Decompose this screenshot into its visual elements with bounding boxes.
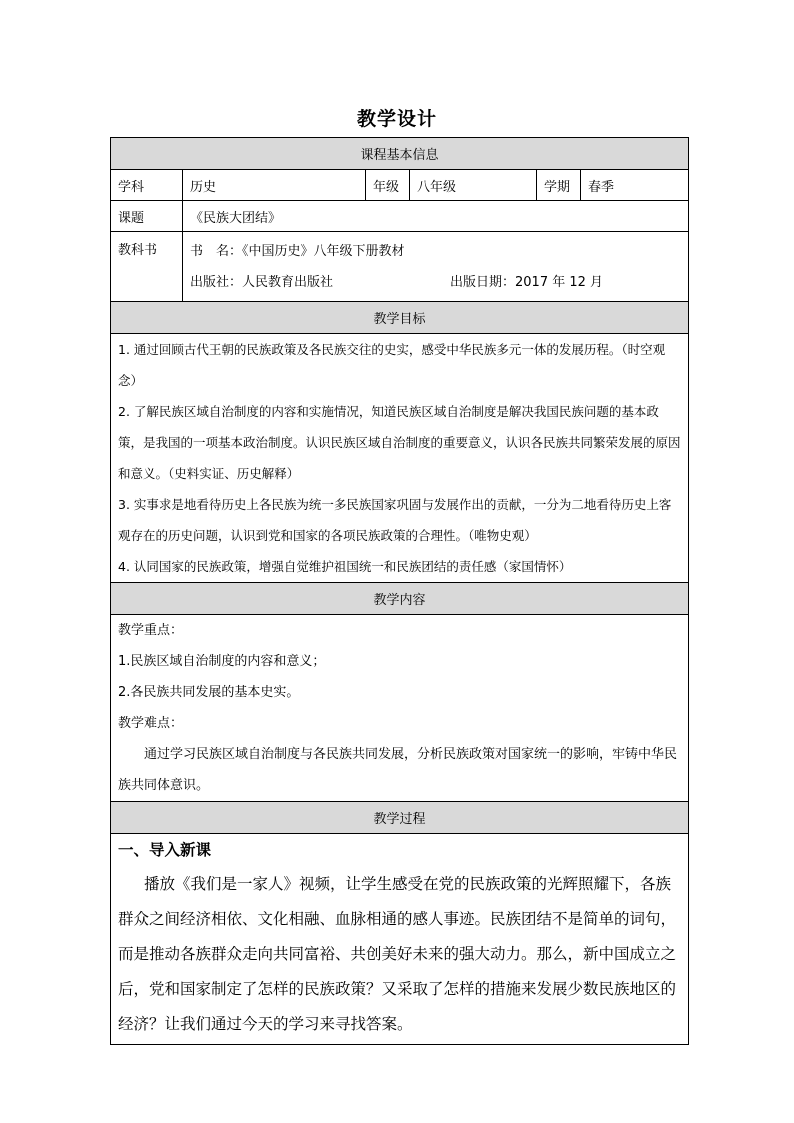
textbook-label: 教科书 [111,232,183,302]
process-heading: 一、导入新课 [118,841,212,859]
key-points-label: 教学重点： [118,623,184,638]
section-basic-info: 课程基本信息 [111,138,689,170]
publisher-row [190,267,681,298]
process-text: 播放《我们是一家人》视频，让学生感受在党的民族政策的光辉照耀下，各族群众之间经济相依、文化相融、血脉相通的感人事迹。民族团结不是简单的词句，而是推动各族群众走向共同富裕、共创美好未来的强大动力。那么，新中国成立之后，党和国家制定了怎样的民族政策？又采取了怎样的措施来发展少数民族地区的经济？让我们通过今天的学习来寻找答案。 [118,875,677,1033]
subject-value: 历史 [183,170,366,201]
key-point-1: 1.民族区域自治制度的内容和意义； [118,654,326,669]
section-process: 教学过程 [111,802,689,834]
subject-label: 学科 [111,170,183,201]
topic-value: 《民族大团结》 [183,201,689,232]
document-title: 教学设计 [356,108,437,130]
section-content: 教学内容 [111,583,689,615]
lesson-plan-table [110,137,689,1045]
key-point-2: 2.各民族共同发展的基本史实。 [118,685,300,700]
difficulty-text: 通过学习民族区域自治制度与各民族共同发展，分析民族政策对国家统一的影响，牢铸中华民族共同体意识。 [118,747,678,793]
book-name-line: 书 名：《中国历史》八年级下册教材 [190,243,405,259]
objective-1: 1. 通过回顾古代王朝的民族政策及各民族交往的史实，感受中华民族多元一体的发展历程。（时空观念） [118,342,666,388]
objective-2: 2. 了解民族区域自治制度的内容和实施情况，知道民族区域自治制度是解决我国民族问题的基本政策，是我国的一项基本政治制度。认识民族区域自治制度的重要意义，认识各民族共同繁荣发展的原因和意义。（史料实证、历史解释） [118,404,681,481]
objective-4: 4. 认同国家的民族政策，增强自觉维护祖国统一和民族团结的责任感（家国情怀） [118,559,572,574]
process-cell [111,834,689,1045]
section-objectives: 教学目标 [111,302,689,334]
term-value: 春季 [581,170,689,201]
objectives-cell [111,334,689,583]
content-cell [111,615,689,802]
publish-date-line: 出版日期：2017 年 12 月 [450,274,604,290]
topic-label: 课题 [111,201,183,232]
term-label: 学期 [537,170,581,201]
difficulty-label: 教学难点： [118,716,184,731]
textbook-info [183,232,689,302]
publisher-line: 出版社：人民教育出版社 [190,274,334,290]
grade-value: 八年级 [410,170,537,201]
objective-3: 3. 实事求是地看待历史上各民族为统一多民族国家巩固与发展作出的贡献，一分为二地看待历史上客观存在的历史问题，认识到党和国家的各项民族政策的合理性。（唯物史观） [118,497,672,543]
grade-label: 年级 [366,170,410,201]
